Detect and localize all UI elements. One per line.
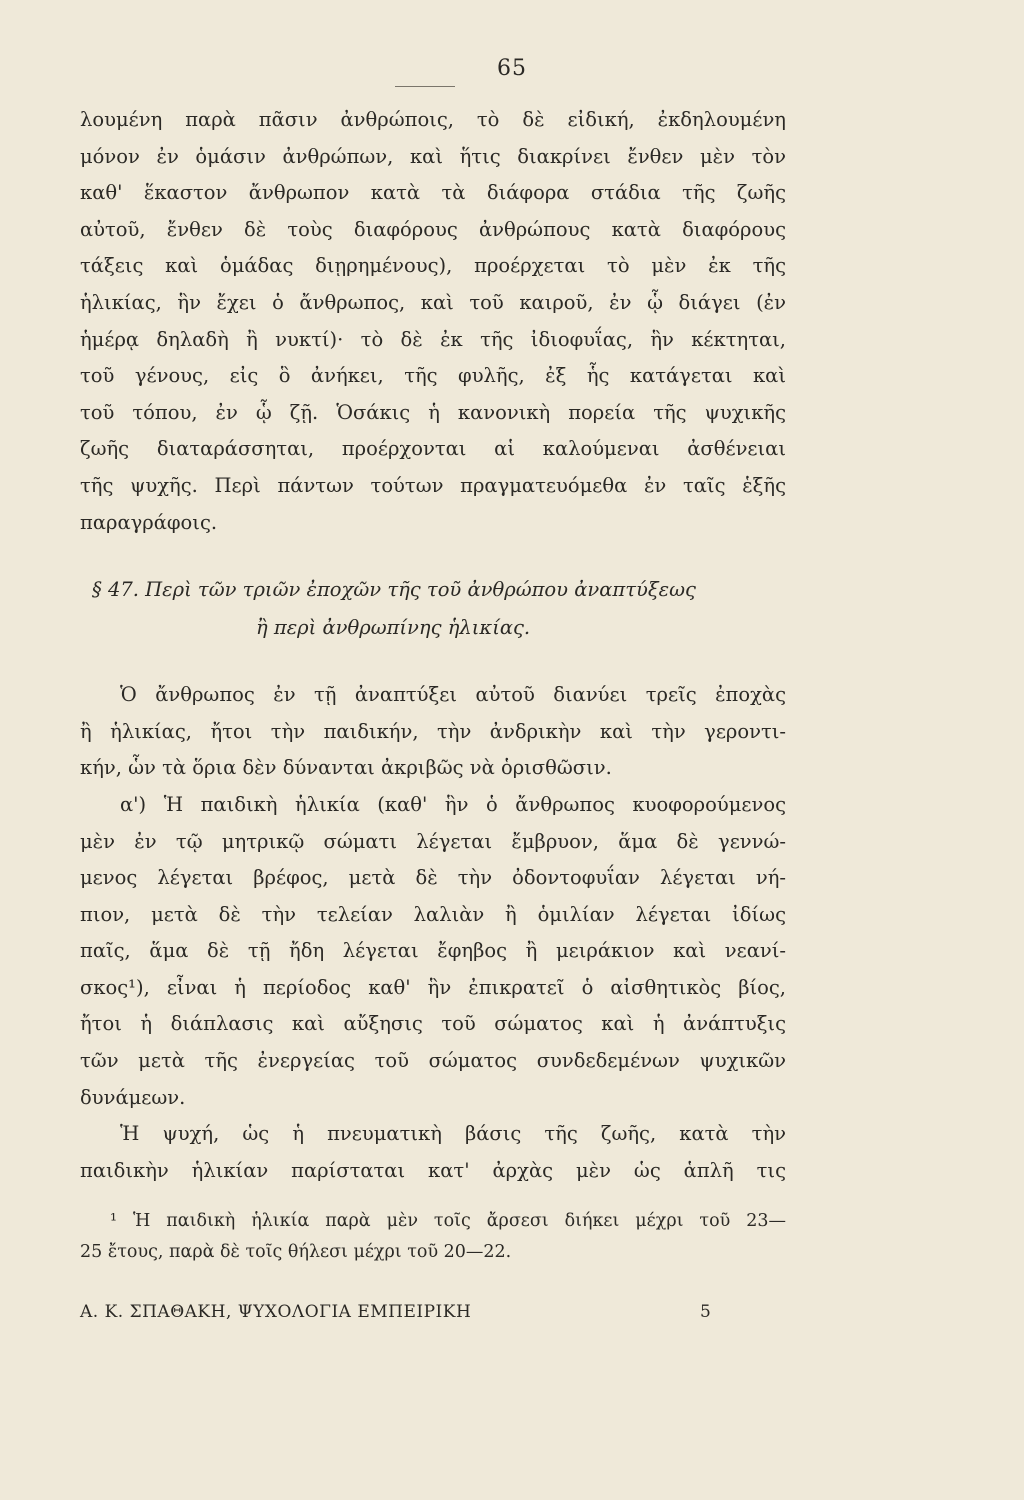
text-line: ἤτοι ἡ διάπλασις καὶ αὔξησις τοῦ σώματος καὶ ἡ ἀνάπτυξις [80, 1012, 786, 1036]
text-line: παῖς, ἅμα δὲ τῇ ἤδη λέγεται ἔφηβος ἢ μειράκιον καὶ νεανί- [80, 939, 786, 963]
signature-mark: 5 [700, 1302, 711, 1322]
text-line: ἡλικίας, ἣν ἔχει ὁ ἄνθρωπος, καὶ τοῦ καιροῦ, ἐν ᾧ διάγει (ἐν [80, 290, 786, 314]
text-line: τῶν μετὰ τῆς ἐνεργείας τοῦ σώματος συνδεδεμένων ψυχικῶν [80, 1049, 786, 1073]
footnote [80, 1206, 786, 1268]
page-number-rule [395, 86, 455, 87]
text-line: παιδικὴν ἡλικίαν παρίσταται κατ' ἀρχὰς μὲν ὡς ἁπλῆ τις [80, 1158, 786, 1182]
section-heading-line-1: § 47. Περὶ τῶν τριῶν ἐποχῶν τῆς τοῦ ἀνθρώπου ἀναπτύξεως [92, 578, 696, 602]
text-line: μόνον ἐν ὁμάσιν ἀνθρώπων, καὶ ἥτις διακρίνει ἔνθεν μὲν τὸν [80, 144, 786, 168]
text-line: ἢ ἡλικίας, ἤτοι τὴν παιδικήν, τὴν ἀνδρικὴν καὶ τὴν γεροντι- [80, 719, 786, 743]
text-line: τάξεις καὶ ὁμάδας διῃρημένους), προέρχεται τὸ μὲν ἐκ τῆς [80, 254, 786, 278]
text-line: τῆς ψυχῆς. Περὶ πάντων τούτων πραγματευόμεθα ἐν ταῖς ἑξῆς [80, 473, 786, 497]
text-line: Ὁ ἄνθρωπος ἐν τῇ ἀναπτύξει αὐτοῦ διανύει τρεῖς ἐποχὰς [120, 683, 786, 707]
text-line: ζωῆς διαταράσσηται, προέρχονται αἱ καλούμεναι ἀσθένειαι [80, 437, 786, 461]
text-line: τοῦ τόπου, ἐν ᾧ ζῇ. Ὁσάκις ἡ κανονικὴ πορεία τῆς ψυχικῆς [80, 400, 786, 424]
text-line: πιον, μετὰ δὲ τὴν τελείαν λαλιὰν ἢ ὁμιλίαν λέγεται ἰδίως [80, 902, 786, 926]
body-text [80, 102, 786, 1189]
text-line: παραγράφοις. [80, 510, 218, 534]
text-line: αὐτοῦ, ἔνθεν δὲ τοὺς διαφόρους ἀνθρώπους κατὰ διαφόρους [80, 217, 786, 241]
text-line: δυνάμεων. [80, 1085, 186, 1109]
text-line: Ἡ ψυχή, ὡς ἡ πνευματικὴ βάσις τῆς ζωῆς, κατὰ τὴν [120, 1122, 786, 1146]
running-footer: Α. Κ. ΣΠΑΘΑΚΗ, ΨΥΧΟΛΟΓΙΑ ΕΜΠΕΙΡΙΚΗ [80, 1302, 472, 1322]
footnote-line: ¹ Ἡ παιδικὴ ἡλικία παρὰ μὲν τοῖς ἄρσεσι διήκει μέχρι τοῦ 23— [110, 1211, 786, 1231]
text-line: καθ' ἕκαστον ἄνθρωπον κατὰ τὰ διάφορα στάδια τῆς ζωῆς [80, 181, 786, 205]
page-number: 65 [497, 56, 527, 81]
footnote-line: 25 ἔτους, παρὰ δὲ τοῖς θήλεσι μέχρι τοῦ 20—22. [80, 1242, 512, 1262]
section-heading-line-2: ἢ περὶ ἀνθρωπίνης ἡλικίας. [256, 616, 531, 640]
text-line: μὲν ἐν τῷ μητρικῷ σώματι λέγεται ἔμβρυον, ἅμα δὲ γεννώ- [80, 829, 786, 853]
text-line: κήν, ὧν τὰ ὅρια δὲν δύνανται ἀκριβῶς νὰ ὁρισθῶσιν. [80, 756, 612, 780]
text-line: τοῦ γένους, εἰς ὃ ἀνήκει, τῆς φυλῆς, ἐξ ἧς κατάγεται καὶ [80, 364, 786, 388]
text-line: σκος¹), εἶναι ἡ περίοδος καθ' ἣν ἐπικρατεῖ ὁ αἰσθητικὸς βίος, [80, 975, 786, 999]
text-line: α') Ἡ παιδικὴ ἡλικία (καθ' ἣν ὁ ἄνθρωπος κυοφορούμενος [120, 792, 786, 816]
text-line: ἡμέρᾳ δηλαδὴ ἢ νυκτί)· τὸ δὲ ἐκ τῆς ἰδιοφυΐας, ἣν κέκτηται, [80, 327, 786, 351]
text-line: λουμένη παρὰ πᾶσιν ἀνθρώποις, τὸ δὲ εἰδική, ἐκδηλουμένη [80, 108, 786, 131]
text-line: μενος λέγεται βρέφος, μετὰ δὲ τὴν ὀδοντοφυΐαν λέγεται νή- [80, 866, 786, 890]
